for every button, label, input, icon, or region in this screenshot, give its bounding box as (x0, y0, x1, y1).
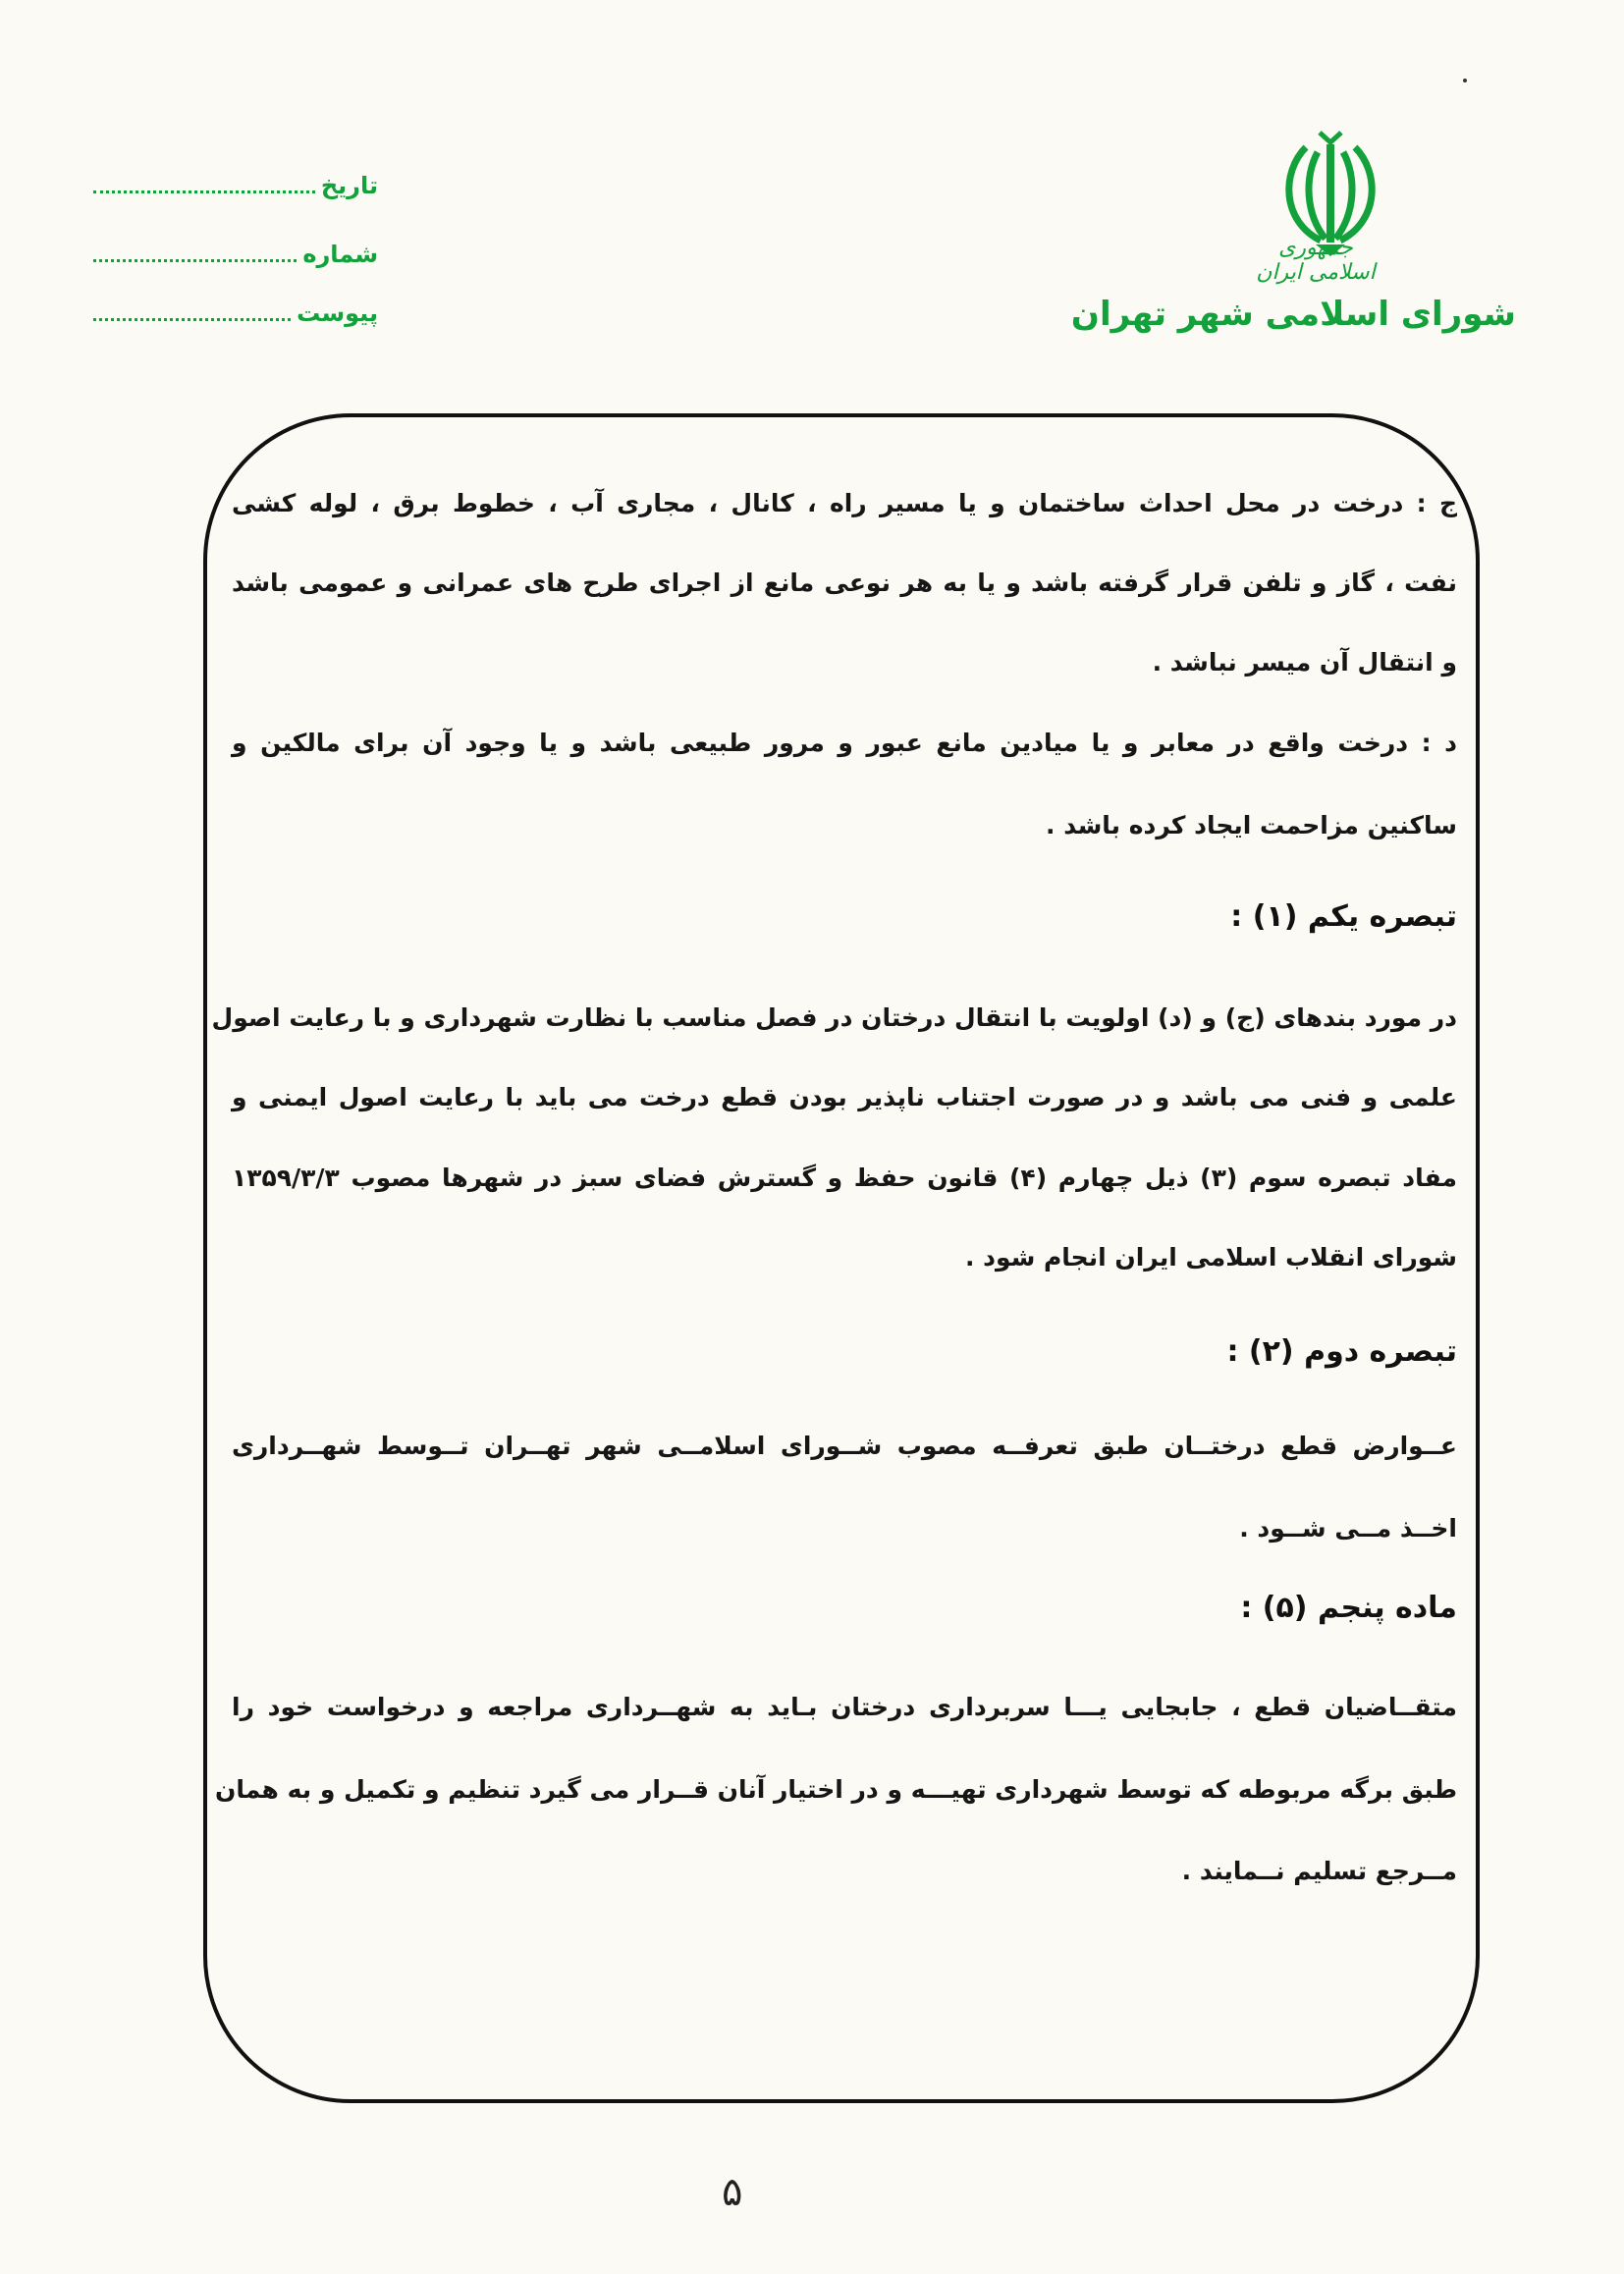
attachment-field (93, 299, 378, 327)
text-line: اخــذ مــی شــود . (1239, 1514, 1457, 1543)
text-line: نفت ، گاز و تلفن قرار گرفته باشد و یا به هر نوعی مانع از اجرای طرح های عمرانی و عمومی باشد (232, 568, 1457, 597)
text-line: ساکنین مزاحمت ایجاد کرده باشد . (1046, 811, 1457, 839)
council-name: شورای اسلامی شهر تهران (1070, 295, 1516, 334)
text-line: د : درخت واقع در معابر و یا میادین مانع عبور و مرور طبیعی باشد و یا وجود آن برای مالکین و (232, 729, 1457, 757)
text-line: عــوارض قطع درختــان طبق تعرفــه مصوب شــورای اسلامــی شهر تهــران تــوسط شهــرداری (232, 1432, 1457, 1460)
text-line: و انتقال آن میسر نباشد . (1152, 648, 1457, 677)
note2-heading: تبصره دوم (۲) : (1226, 1334, 1457, 1369)
scan-speck (1463, 79, 1467, 82)
text-line: طبق برگه مربوطه که توسط شهرداری تهیـــه و در اختیار آنان قــرار می گیرد تنظیم و تکمیل و به همان (215, 1775, 1457, 1804)
page-number: ۵ (722, 2170, 743, 2215)
text-line: ج : درخت در محل احداث ساختمان و یا مسیر راه ، کانال ، مجاری آب ، خطوط برق ، لوله کشی (232, 489, 1457, 517)
text-line: متقــاضیان قطع ، جابجایی یـــا سربرداری درختان بـاید به شهــرداری مراجعه و درخواست خود را (232, 1693, 1457, 1721)
text-line: مــرجع تسلیم نــمایند . (1181, 1857, 1457, 1885)
text-line: در مورد بندهای (ج) و (د) اولویت با انتقال درختان در فصل مناسب با نظارت شهرداری و با رعایت اصول (211, 1003, 1457, 1032)
text-line: علمی و فنی می باشد و در صورت اجتناب ناپذیر بودن قطع درخت می باید با رعایت اصول ایمنی و (232, 1083, 1457, 1111)
text-line: مفاد تبصره سوم (۳) ذیل چهارم (۴) قانون حفظ و گسترش فضای سبز در شهرها مصوب ۱۳۵۹/۳/۳ (232, 1164, 1457, 1192)
number-field (93, 241, 378, 268)
attachment-dotted-line (93, 318, 291, 321)
article5-heading: ماده پنجم (۵) : (1240, 1591, 1457, 1625)
number-label: شماره (302, 241, 378, 268)
note1-heading: تبصره یکم (۱) : (1230, 899, 1457, 934)
text-line: شورای انقلاب اسلامی ایران انجام شود . (964, 1243, 1457, 1272)
emblem-motto: جمهوری اسلامی ایران (1256, 236, 1376, 285)
date-field (93, 172, 378, 199)
number-dotted-line (93, 259, 297, 262)
date-label: تاریخ (320, 172, 378, 199)
date-dotted-line (93, 190, 315, 193)
attachment-label: پیوست (297, 299, 378, 327)
